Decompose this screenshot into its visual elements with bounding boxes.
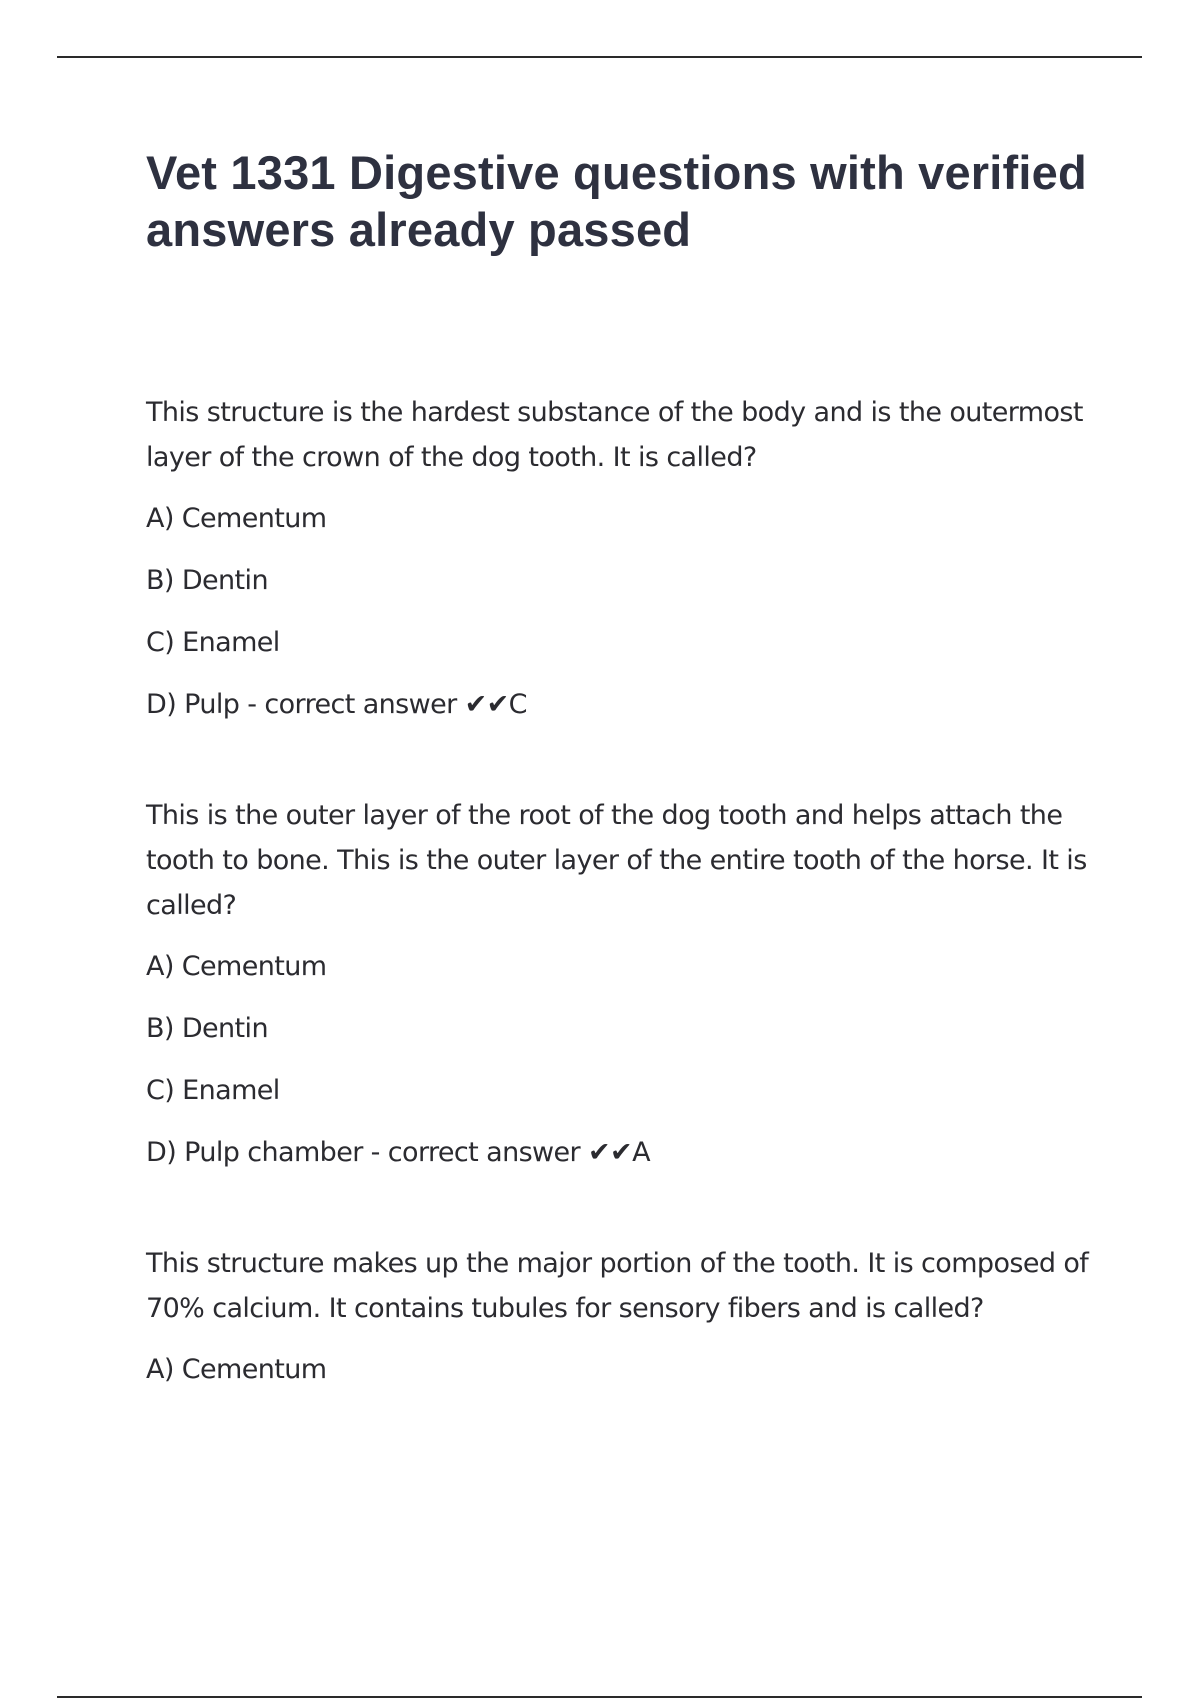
option-c: C) Enamel — [146, 627, 280, 658]
answer-options — [146, 496, 1096, 727]
bottom-divider — [57, 1696, 1142, 1698]
question-3 — [146, 1241, 1096, 1392]
question-1 — [146, 390, 1096, 727]
option-b: B) Dentin — [146, 1013, 268, 1044]
answer-options — [146, 1347, 1096, 1392]
question-list — [146, 390, 1096, 1392]
top-divider — [57, 56, 1142, 58]
document-title: Vet 1331 Digestive questions with verified answers already passed — [146, 146, 1087, 256]
option-b: B) Dentin — [146, 565, 268, 596]
option-d-with-answer: D) Pulp - correct answer ✔✔C — [146, 689, 527, 720]
option-d-with-answer: D) Pulp chamber - correct answer ✔✔A — [146, 1137, 650, 1168]
option-a: A) Cementum — [146, 951, 327, 982]
document-body — [146, 144, 1096, 1458]
option-a: A) Cementum — [146, 1354, 327, 1385]
question-text: This structure makes up the major portion of the tooth. It is composed of 70% calcium. It contains tubules for sensory fibers and is called? — [146, 1248, 1089, 1324]
question-text: This is the outer layer of the root of the dog tooth and helps attach the tooth to bone. This is the outer layer of the entire tooth of the horse. It is called? — [146, 800, 1087, 921]
question-text: This structure is the hardest substance of the body and is the outermost layer of the crown of the dog tooth. It is called? — [146, 397, 1083, 473]
answer-options — [146, 944, 1096, 1175]
option-a: A) Cementum — [146, 503, 327, 534]
question-2 — [146, 793, 1096, 1175]
option-c: C) Enamel — [146, 1075, 280, 1106]
